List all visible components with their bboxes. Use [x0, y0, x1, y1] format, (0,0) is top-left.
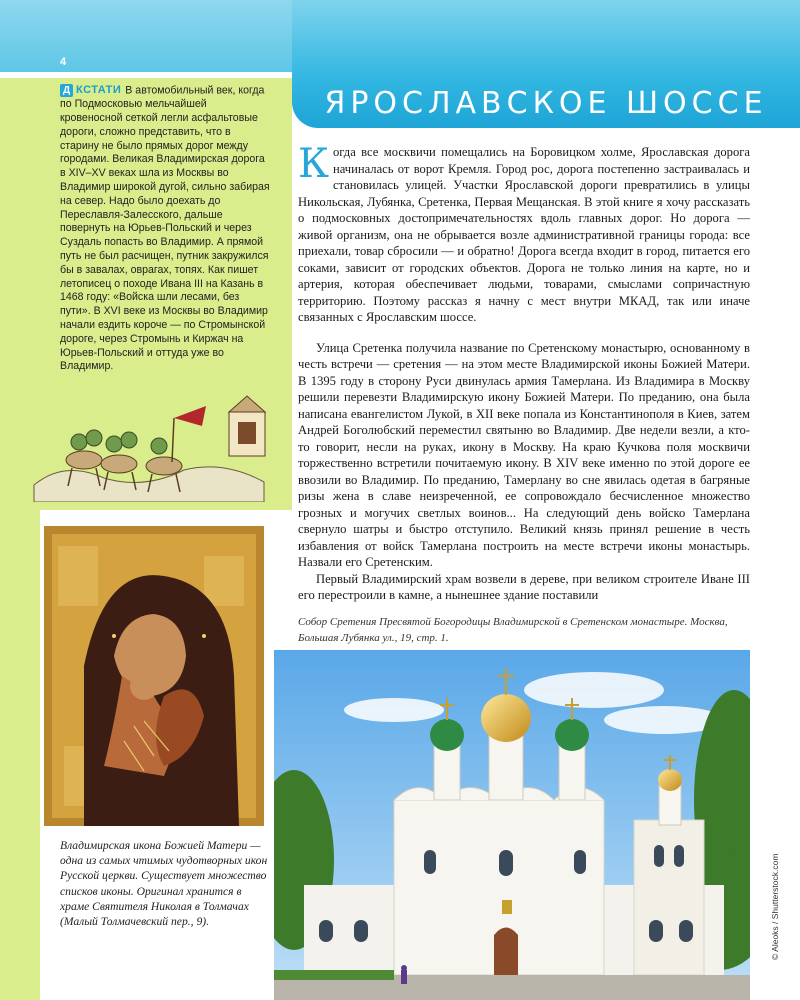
dropcap: К	[298, 141, 329, 187]
kstati-badge	[60, 84, 121, 98]
article-paragraph-2: Улица Сретенка получила название по Сретенскому монастырю, основанному в честь встречи — сретения — на этом месте Владимирской иконы Божией Матери. В 1395 году в сторону Руси двинулась армия Тамерлана. Из Владимира в Москву решили перевезти Владимирскую икону Божией Матери. По преданию, она была написана евангелистом Лукой, в XII веке попала из Константинополя в Киев, затем Андрей Боголюбский переместил святыню во Владимир. Две недели везли, а кто-то говорит, несли на руках, икону в Москву. На краю Кучкова поля москвичи торжественно встретили почитаемую икону. В XIV веке именно по этой дороге ее ввозили во Владимир. По преданию, Тамерлану во сне явилась одетая в багряные ризы жена в славе неизреченной, ее сопровождало бесчисленное множество грозных и могучих светлых воинов... На следующий день войско Тамерлана свернуло шатры и быстро отступило. Великий князь принял решение в честь избавления от войск Тамерлана построить на месте встречи иконы монастырь. Назвали его Сретенским.	[298, 340, 750, 569]
photo-credit	[752, 830, 798, 960]
d-square-icon: Д	[60, 84, 73, 97]
photo-caption: Собор Сретения Пресвятой Богородицы Владимирской в Сретенском монастыре. Москва, Большая Лубянка ул., 19, стр. 1.	[298, 616, 728, 644]
vladimir-icon-image	[44, 526, 264, 826]
kstati-text: В автомобильный век, когда по Подмосковью мельчайшей кровеносной сеткой легли асфальтовые дороги, сложно представить, что в старину не было прямых дорог между городами. Великая Владимирская дорога в XIV–XV веках шла из Москвы во Владимир широкой дугой, сильно забирая на север. Надо было доехать до Переславля-Залесского, дальше повернуть на Юрьев-Польский и через Суздаль попасть во Владимир. А прямой путь не был расчищен, путник закружился бы в завалах, оврагах, топях. Как пишет летописец о походе Ивана III на Казань в 1468 году: «Войска шли лесами, без пути». В XVI веке из Москвы во Владимир начали ездить короче — по Стромынской дороге, через Стромынь и Киржач на Юрьев-Польский и оттуда уже во Владимир.	[60, 84, 270, 373]
article-paragraph-1-text: огда все москвичи помещались на Боровицком холме, Ярославская дорога начиналась от ворот Кремля. Город рос, дорога постепенно застраивалась и становилась улицей. Участки Ярославской дороги превратились в улицы Никольская, Лубянка, Сретенка, Первая Мещанская. В этой книге я хочу рассказать о подмосковных достопримечательностях вдоль главных дорог. Но дорога — живой организм, она не обрывается возле административной границы города: все приехали, товар сбросили — и обратно! Дорога всегда входит в город, питается его соками, зависит от городских объектов. Дорога не только линия на карте, но и артерия, которая обеспечивает людьми, товарами, смыслами сопричастную территорию. Поэтому рассказ я начну с мест внутри МКАД, так или иначе связанных с Ярославским шоссе.	[298, 145, 750, 324]
article-body	[298, 141, 750, 604]
sidebar-background-lower	[0, 510, 40, 1000]
article-paragraph-1	[298, 141, 750, 326]
chapter-title: ЯРОСЛАВСКОЕ ШОССЕ	[324, 86, 768, 121]
kstati-note	[60, 84, 272, 374]
kstati-label: КСТАТИ	[76, 84, 122, 96]
title-banner	[292, 0, 800, 128]
chronicle-miniature-image	[24, 390, 274, 502]
page-number: 4	[60, 56, 67, 68]
sretensky-cathedral-photo	[274, 650, 750, 1000]
icon-caption: Владимирская икона Божией Матери — одна из самых чтимых чудотворных икон Русской церкви. Существует множество списков иконы. Оригинал хранится в храме Святителя Николая в Толмачах (Малый Толмачевский пер., 9).	[60, 839, 268, 929]
header-band-left	[0, 0, 292, 72]
article-paragraph-3: Первый Владимирский храм возвели в дереве, при великом строителе Иване III его перестроили в камне, а нынешнее здание поставили	[298, 571, 750, 602]
photo-credit-text: © Aleoks / Shutterstock.com	[770, 853, 780, 960]
